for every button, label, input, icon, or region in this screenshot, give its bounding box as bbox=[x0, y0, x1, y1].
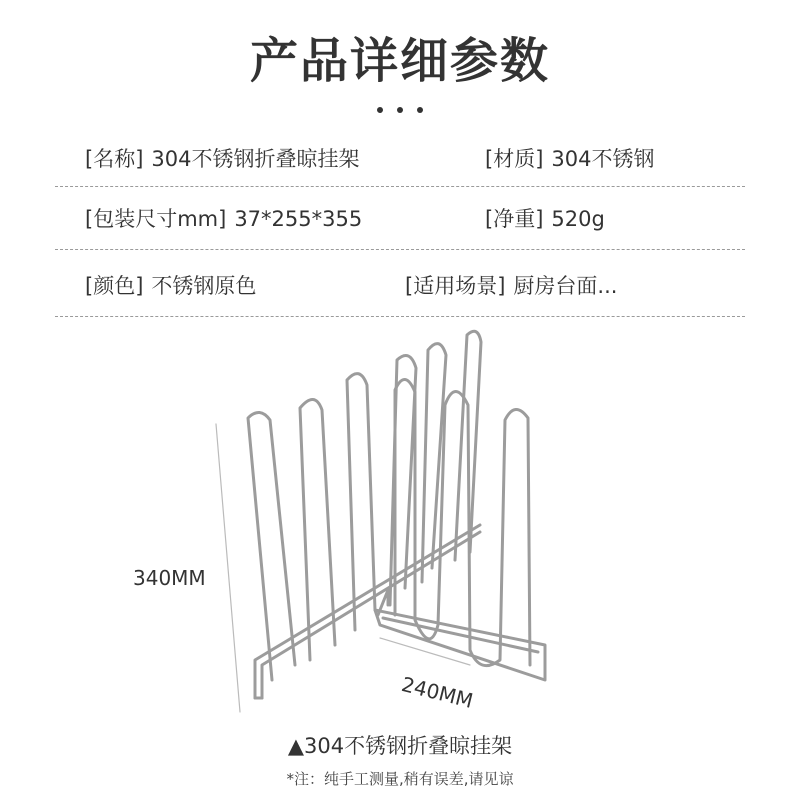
divider bbox=[55, 186, 745, 187]
spec-color-value: 不锈钢原色 bbox=[151, 274, 257, 298]
spec-net-weight-key: [净重] bbox=[485, 207, 544, 231]
spec-package-size-key: [包装尺寸mm] bbox=[85, 207, 227, 231]
spec-color bbox=[85, 270, 256, 300]
spec-row-1 bbox=[0, 143, 800, 173]
divider bbox=[55, 249, 745, 250]
spec-name-value: 304不锈钢折叠晾挂架 bbox=[151, 147, 360, 171]
product-illustration bbox=[0, 320, 800, 730]
page-title: 产品详细参数 bbox=[249, 33, 550, 89]
spec-color-key: [颜色] bbox=[85, 274, 144, 298]
product-caption: ▲304不锈钢折叠晾挂架 bbox=[287, 734, 513, 758]
spec-scene-key: [适用场景] bbox=[405, 274, 506, 298]
spec-row-2 bbox=[0, 203, 800, 233]
measurement-note: *注：纯手工测量,稍有误差,请见谅 bbox=[286, 770, 514, 788]
folding-rack-drawing bbox=[0, 320, 800, 730]
spec-scene-value: 厨房台面... bbox=[513, 274, 618, 298]
spec-name-key: [名称] bbox=[85, 147, 144, 171]
spec-net-weight bbox=[485, 203, 605, 233]
spec-material bbox=[485, 143, 654, 173]
spec-material-key: [材质] bbox=[485, 147, 544, 171]
decorative-dots bbox=[0, 98, 800, 117]
spec-package-size bbox=[85, 203, 362, 233]
spec-scene bbox=[405, 270, 617, 300]
divider bbox=[55, 316, 745, 317]
spec-material-value: 304不锈钢 bbox=[551, 147, 655, 171]
spec-name bbox=[85, 143, 359, 173]
spec-package-size-value: 37*255*355 bbox=[234, 207, 363, 231]
height-dimension-label: 340MM bbox=[133, 566, 206, 590]
spec-net-weight-value: 520g bbox=[551, 207, 605, 231]
spec-row-3 bbox=[0, 270, 800, 300]
width-dimension-label: 240MM bbox=[399, 672, 476, 713]
